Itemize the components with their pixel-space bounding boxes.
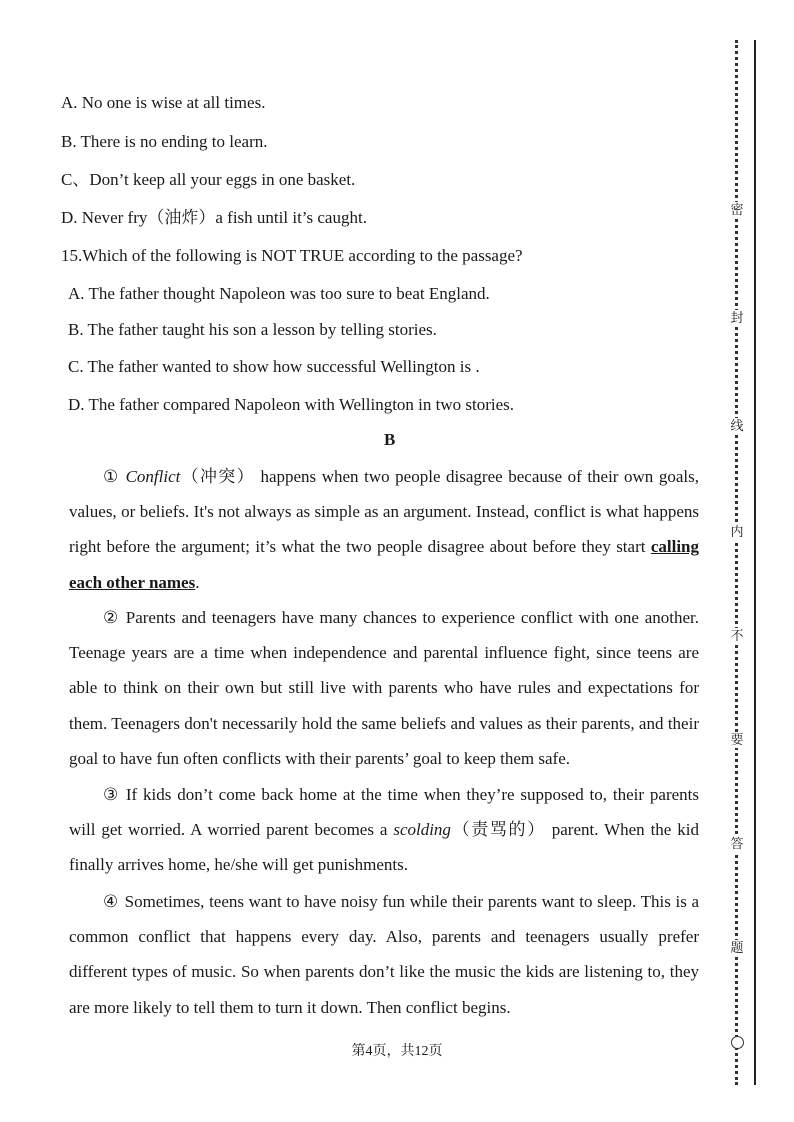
margin-char: 封 bbox=[727, 310, 747, 326]
paragraph-text-end: . bbox=[195, 572, 200, 592]
margin-char: 答 bbox=[727, 836, 747, 852]
q14-option-b: B. There is no ending to learn. bbox=[61, 132, 268, 151]
binding-circle-mark bbox=[731, 1036, 744, 1049]
underlined-phrase: calling each other names bbox=[69, 537, 699, 592]
paragraph-number: ② bbox=[103, 608, 120, 627]
paragraph-number: ③ bbox=[103, 785, 120, 804]
margin-char: 题 bbox=[727, 940, 747, 956]
q15-option-d: D. The father compared Napoleon with Wellington in two stories. bbox=[68, 395, 515, 414]
paragraph-2 bbox=[69, 600, 699, 776]
q15-option-a: A. The father thought Napoleon was too sure to beat England. bbox=[68, 284, 490, 303]
binding-margin bbox=[727, 40, 747, 1085]
term-translation: （冲突） bbox=[180, 467, 255, 486]
margin-char: 不 bbox=[727, 628, 747, 644]
paragraph-text-end: parent. When the kid finally arrives home, he/she will get punishments. bbox=[69, 820, 699, 875]
paragraph-number: ④ bbox=[103, 892, 119, 911]
q14-option-c: C、Don’t keep all your eggs in one basket. bbox=[61, 170, 356, 189]
term: scolding bbox=[393, 820, 451, 840]
paragraph-3 bbox=[69, 777, 699, 883]
paragraph-text: If kids don’t come back home at the time when they’re supposed to, their parents will get worried. A worried parent becomes a bbox=[69, 785, 699, 840]
margin-char: 内 bbox=[727, 524, 747, 540]
page-footer: 第4页，共12页 bbox=[351, 1044, 443, 1059]
paragraph-text: Sometimes, teens want to have noisy fun while their parents want to sleep. This is a common conflict that happens every day. Also, parents and teenagers usually prefer different types of music. So when parents don’t like the music the kids are listening to, they are more likely to tell them to turn it down. Then conflict begins. bbox=[69, 892, 699, 1017]
binding-border-line bbox=[754, 40, 756, 1085]
margin-char: 要 bbox=[727, 732, 747, 748]
q15-option-c: C. The father wanted to show how successful Wellington is . bbox=[68, 357, 480, 376]
paragraph-number: ① bbox=[103, 467, 120, 486]
paragraph-4 bbox=[69, 884, 699, 1025]
paragraph-text: Parents and teenagers have many chances to experience conflict with one another. Teenage years are a time when independence and parental influence fight, since teens are able to think on their own but still live with parents who have rules and expectations for them. Teenagers don't necessarily hold the same beliefs and values as their parents, and their goal to have fun often conflicts with their parents’ goal to keep them safe. bbox=[69, 608, 699, 768]
q15-option-b: B. The father taught his son a lesson by telling stories. bbox=[68, 320, 437, 339]
q15-stem: 15.Which of the following is NOT TRUE according to the passage? bbox=[61, 246, 523, 265]
section-title: B bbox=[384, 430, 396, 449]
q14-option-d: D. Never fry（油炸）a fish until it’s caught. bbox=[61, 208, 367, 227]
paragraph-1 bbox=[69, 459, 699, 600]
term-translation: （责骂的） bbox=[450, 820, 546, 840]
paragraph-text: happens when two people disagree because of their own goals, values, or beliefs. It's not always as simple as an argument. Instead, conflict is what happens right before the argument; it’s what the two people disagree about before they start bbox=[69, 467, 700, 557]
margin-char: 密 bbox=[727, 202, 747, 218]
dotted-cut-line bbox=[735, 40, 742, 1085]
term: Conflict bbox=[125, 467, 181, 486]
q14-option-a: A. No one is wise at all times. bbox=[61, 93, 266, 112]
margin-char: 线 bbox=[727, 418, 747, 434]
